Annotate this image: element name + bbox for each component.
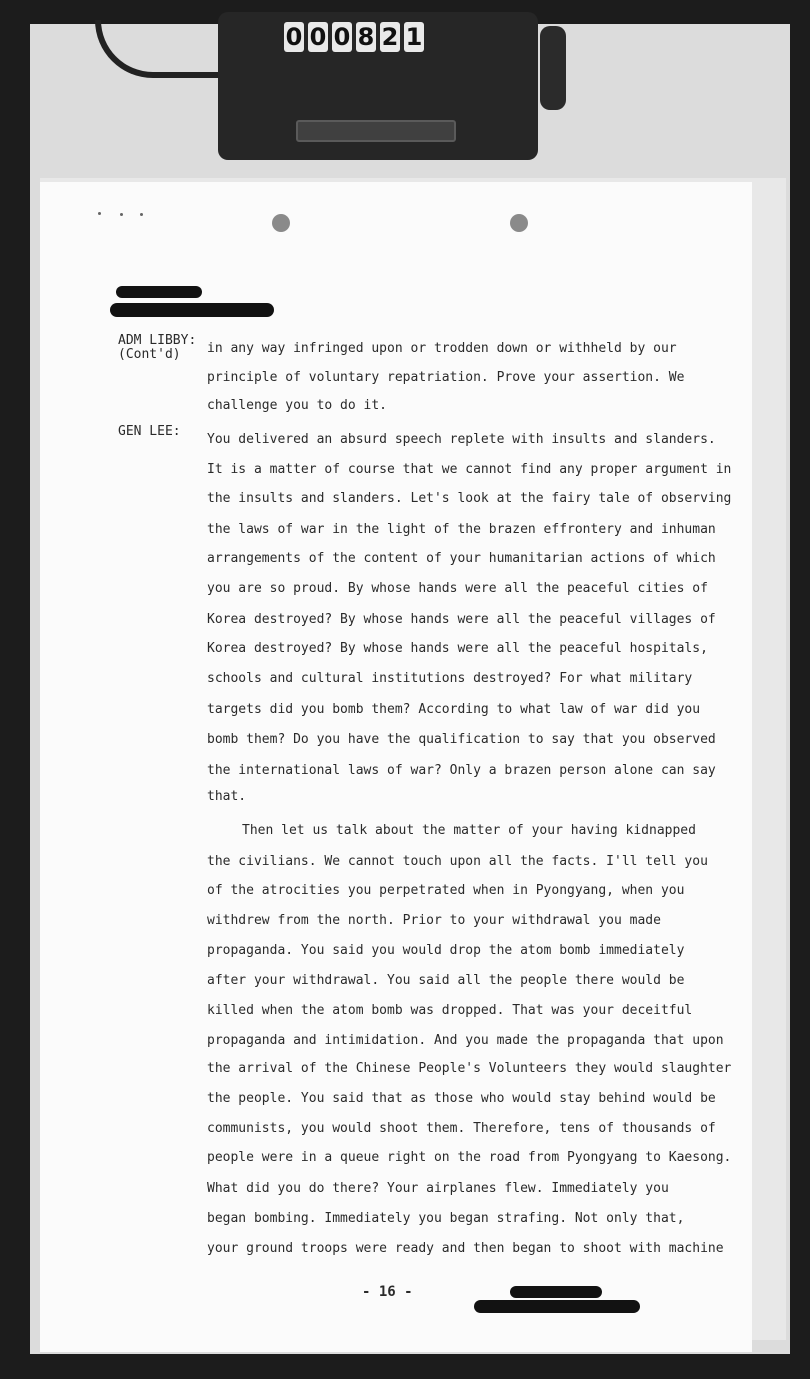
frame-counter: [218, 12, 538, 160]
text-line: It is a matter of course that we cannot find any proper argument in: [207, 462, 732, 477]
text-line: communists, you would shoot them. Therefore, tens of thousands of: [207, 1121, 716, 1136]
text-line: Korea destroyed? By whose hands were all the peaceful villages of: [207, 612, 716, 627]
text-line: What did you do there? Your airplanes flew. Immediately you: [207, 1181, 669, 1196]
text-line: You delivered an absurd speech replete with insults and slanders.: [207, 432, 716, 447]
speaker-label: GEN LEE:: [118, 424, 181, 439]
text-line: your ground troops were ready and then began to shoot with machine: [207, 1241, 724, 1256]
counter-digit: 0: [333, 23, 351, 51]
counter-knob: [540, 26, 566, 110]
text-line: Korea destroyed? By whose hands were all the peaceful hospitals,: [207, 641, 708, 656]
counter-digit: 0: [285, 23, 303, 51]
text-line: arrangements of the content of your humanitarian actions of which: [207, 551, 716, 566]
counter-digit: 2: [381, 23, 399, 51]
text-line: in any way infringed upon or trodden down or withheld by our: [207, 341, 677, 356]
document-page: [40, 182, 752, 1352]
text-line: after your withdrawal. You said all the people there would be: [207, 973, 685, 988]
text-line: killed when the atom bomb was dropped. That was your deceitful: [207, 1003, 693, 1018]
dot-mark: [98, 212, 101, 215]
text-line: that.: [207, 789, 247, 804]
text-line: the international laws of war? Only a brazen person alone can say: [207, 763, 716, 778]
text-line: schools and cultural institutions destroyed? For what military: [207, 671, 693, 686]
text-line: challenge you to do it.: [207, 398, 388, 413]
dot-mark: [140, 213, 143, 216]
text-line: the civilians. We cannot touch upon all the facts. I'll tell you: [207, 854, 708, 869]
text-line: you are so proud. By whose hands were all the peaceful cities of: [207, 581, 708, 596]
counter-digit: 8: [357, 23, 375, 51]
redaction-bar: [474, 1300, 640, 1313]
redaction-bar: [116, 286, 202, 298]
text-line: principle of voluntary repatriation. Prove your assertion. We: [207, 370, 685, 385]
text-line: the laws of war in the light of the brazen effrontery and inhuman: [207, 522, 716, 537]
text-line: people were in a queue right on the road from Pyongyang to Kaesong.: [207, 1150, 732, 1165]
text-line: the insults and slanders. Let's look at the fairy tale of observing: [207, 491, 732, 506]
dot-mark: [120, 213, 123, 216]
text-line: targets did you bomb them? According to what law of war did you: [207, 702, 701, 717]
punch-hole: [272, 214, 290, 232]
text-line: bomb them? Do you have the qualification to say that you observed: [207, 732, 716, 747]
redaction-bar: [110, 303, 274, 317]
text-line: propaganda and intimidation. And you made the propaganda that upon: [207, 1033, 724, 1048]
counter-digit: 1: [405, 23, 423, 51]
text-line: the people. You said that as those who would stay behind would be: [207, 1091, 716, 1106]
counter-slot: [296, 120, 456, 142]
redaction-bar: [510, 1286, 602, 1298]
punch-hole: [510, 214, 528, 232]
text-line: the arrival of the Chinese People's Volunteers they would slaughter: [207, 1061, 732, 1076]
speaker-label: ADM LIBBY: (Cont'd): [118, 333, 197, 362]
page-number: - 16 -: [362, 1284, 413, 1300]
counter-digit: 0: [309, 23, 327, 51]
text-line: of the atrocities you perpetrated when in Pyongyang, when you: [207, 883, 685, 898]
text-line: propaganda. You said you would drop the atom bomb immediately: [207, 943, 685, 958]
text-line: Then let us talk about the matter of your having kidnapped: [242, 823, 696, 838]
text-line: began bombing. Immediately you began strafing. Not only that,: [207, 1211, 685, 1226]
counter-window: [284, 22, 424, 56]
text-line: withdrew from the north. Prior to your withdrawal you made: [207, 913, 661, 928]
